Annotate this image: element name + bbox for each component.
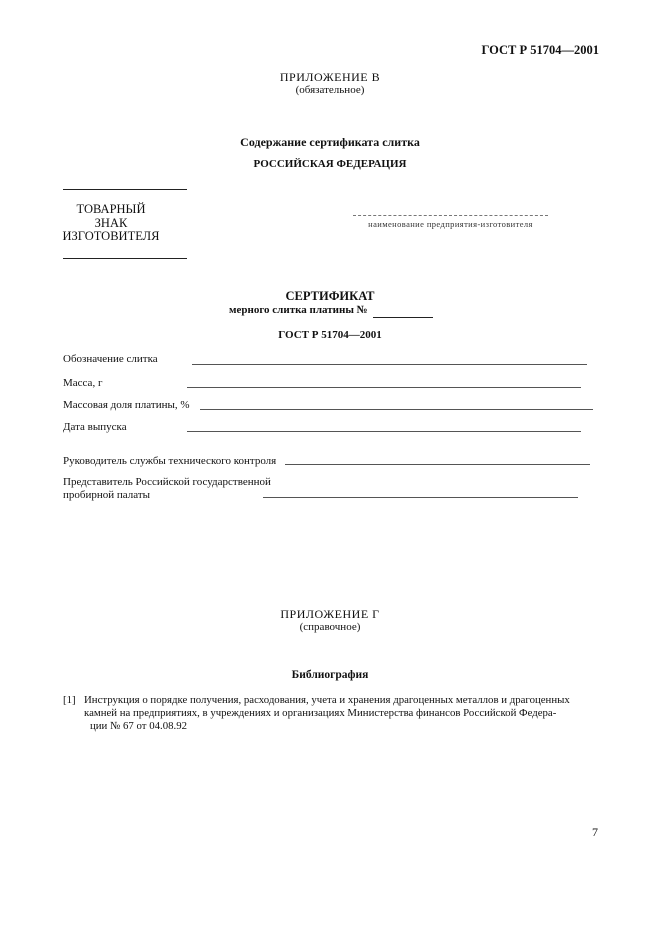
- signature-label-tech-control-head: Руководитель службы технического контроля: [63, 455, 277, 467]
- appendix-g-title: ПРИЛОЖЕНИЕ Г: [280, 607, 380, 621]
- field-line-issue-date: [187, 431, 581, 432]
- country-name: РОССИЙСКАЯ ФЕДЕРАЦИЯ: [253, 158, 407, 170]
- certificate-number-line: [373, 317, 433, 318]
- field-label-platinum-fraction: Массовая доля платины, %: [63, 399, 190, 411]
- signature-line-tech-control-head: [285, 464, 590, 465]
- trademark-line: ЗНАК: [94, 215, 128, 230]
- bibliography-item-line: ции № 67 от 04.08.92: [90, 720, 187, 732]
- page-number: 7: [592, 825, 598, 839]
- trademark-top-rule: [63, 189, 187, 190]
- certificate-standard: ГОСТ Р 51704—2001: [278, 329, 382, 341]
- bibliography-item-number: [1]: [63, 694, 76, 706]
- signature-label-assay-rep-line2: пробирной палаты: [63, 489, 151, 501]
- field-label-ingot-designation: Обозначение слитка: [63, 353, 158, 365]
- bibliography-heading: Библиография: [291, 669, 369, 681]
- signature-label-assay-rep-line1: Представитель Российской государственной: [63, 476, 271, 488]
- field-label-mass: Масса, г: [63, 377, 103, 389]
- manufacturer-caption: наименование предприятия-изготовителя: [368, 219, 533, 229]
- trademark-line: ТОВАРНЫЙ: [76, 202, 146, 216]
- field-line-mass: [187, 387, 581, 388]
- certificate-subtitle: [229, 304, 368, 316]
- standard-code-header: ГОСТ Р 51704—2001: [481, 43, 599, 57]
- appendix-b-status: (обязательное): [295, 84, 365, 96]
- trademark-bottom-rule: [63, 258, 187, 259]
- appendix-b-title: ПРИЛОЖЕНИЕ В: [279, 70, 381, 84]
- manufacturer-name-line: [353, 215, 548, 216]
- trademark-line: ИЗГОТОВИТЕЛЯ: [62, 229, 160, 243]
- certificate-title: СЕРТИФИКАТ: [285, 289, 375, 303]
- appendix-g-status: (справочное): [299, 621, 361, 633]
- signature-line-assay-rep: [263, 497, 578, 498]
- certificate-subtitle-text: мерного слитка платины №: [229, 304, 368, 316]
- field-line-ingot-designation: [192, 364, 587, 365]
- certificate-content-heading: Содержание сертификата слитка: [240, 135, 420, 149]
- bibliography-item-line: камней на предприятиях, в учреждениях и организациях Министерства финансов Российской Федера-: [84, 707, 557, 719]
- bibliography-item-line: Инструкция о порядке получения, расходования, учета и хранения драгоценных металлов и драгоценных: [84, 694, 570, 706]
- trademark-block: [55, 203, 167, 244]
- field-line-platinum-fraction: [200, 409, 593, 410]
- field-label-issue-date: Дата выпуска: [63, 421, 127, 433]
